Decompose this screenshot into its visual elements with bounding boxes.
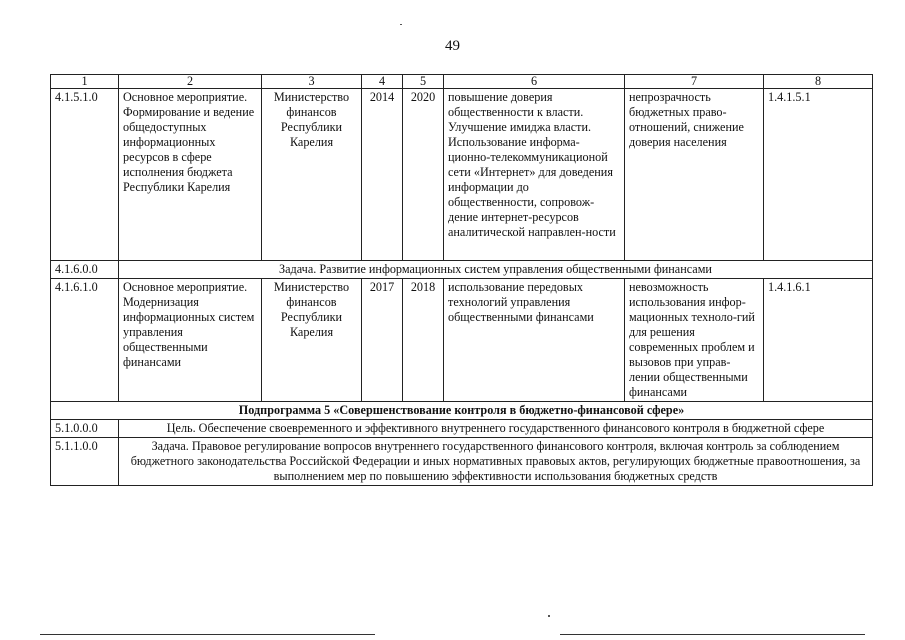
activity-cell: Основное мероприятие. Формирование и ведение общедоступных информационных ресурсов в сфере исполнения бюджета Республики Карелия (119, 89, 262, 261)
column-header: 6 (444, 75, 625, 89)
column-header: 2 (119, 75, 262, 89)
row-code: 5.1.1.0.0 (51, 438, 119, 486)
column-header-row (51, 75, 873, 89)
page-number: 49 (445, 38, 460, 54)
task-row (51, 438, 873, 486)
task-cell: Задача. Правовое регулирование вопросов внутреннего государственного финансового контроля, включая контроль за соблюдением бюджетного законодательства Российской Федерации и иных нормативных правовых актов, регулирующих бюджетные правоотношения, за выполнением мер по повышению эффективности использования бюджетных средств (119, 438, 873, 486)
row-code: 4.1.6.0.0 (51, 261, 119, 279)
column-header: 7 (625, 75, 764, 89)
scan-speck (400, 24, 402, 25)
executor-cell: Министерство финансов Республики Карелия (262, 279, 362, 402)
consequences-cell: непрозрачность бюджетных право-отношений, снижение доверия населения (625, 89, 764, 261)
start-year-cell: 2017 (362, 279, 403, 402)
task-row (51, 261, 873, 279)
start-year-cell: 2014 (362, 89, 403, 261)
table-row (51, 279, 873, 402)
scan-edge-line (560, 634, 865, 635)
row-code: 5.1.0.0.0 (51, 420, 119, 438)
result-cell: использование передовых технологий управления общественными финансами (444, 279, 625, 402)
activity-cell: Основное мероприятие. Модернизация информационных систем управления общественными финансами (119, 279, 262, 402)
result-cell: повышение доверия общественности к власти. Улучшение имиджа власти. Использование информа-ционно-телекоммуникационой сети «Интернет» для доведения информации до общественности, сопровож-дение интернет-ресурсов аналитической направлен-ности (444, 89, 625, 261)
indicator-cell: 1.4.1.6.1 (764, 279, 873, 402)
row-code: 4.1.6.1.0 (51, 279, 119, 402)
end-year-cell: 2020 (403, 89, 444, 261)
goal-row (51, 420, 873, 438)
program-table (50, 74, 873, 486)
executor-cell: Министерство финансов Республики Карелия (262, 89, 362, 261)
column-header: 5 (403, 75, 444, 89)
column-header: 3 (262, 75, 362, 89)
indicator-cell: 1.4.1.5.1 (764, 89, 873, 261)
goal-cell: Цель. Обеспечение своевременного и эффективного внутреннего государственного финансового контроля в бюджетной сфере (119, 420, 873, 438)
column-header: 8 (764, 75, 873, 89)
subprogram-title: Подпрограмма 5 «Совершенствование контроля в бюджетно-финансовой сфере» (51, 402, 873, 420)
subprogram-row (51, 402, 873, 420)
column-header: 1 (51, 75, 119, 89)
table-row (51, 89, 873, 261)
end-year-cell: 2018 (403, 279, 444, 402)
task-cell: Задача. Развитие информационных систем управления общественными финансами (119, 261, 873, 279)
scan-speck (548, 615, 550, 617)
consequences-cell: невозможность использования инфор-мационных техноло-гий для решения современных проблем и вызовов при управ-лении общественными финансами (625, 279, 764, 402)
row-code: 4.1.5.1.0 (51, 89, 119, 261)
column-header: 4 (362, 75, 403, 89)
scan-edge-line (40, 634, 375, 635)
